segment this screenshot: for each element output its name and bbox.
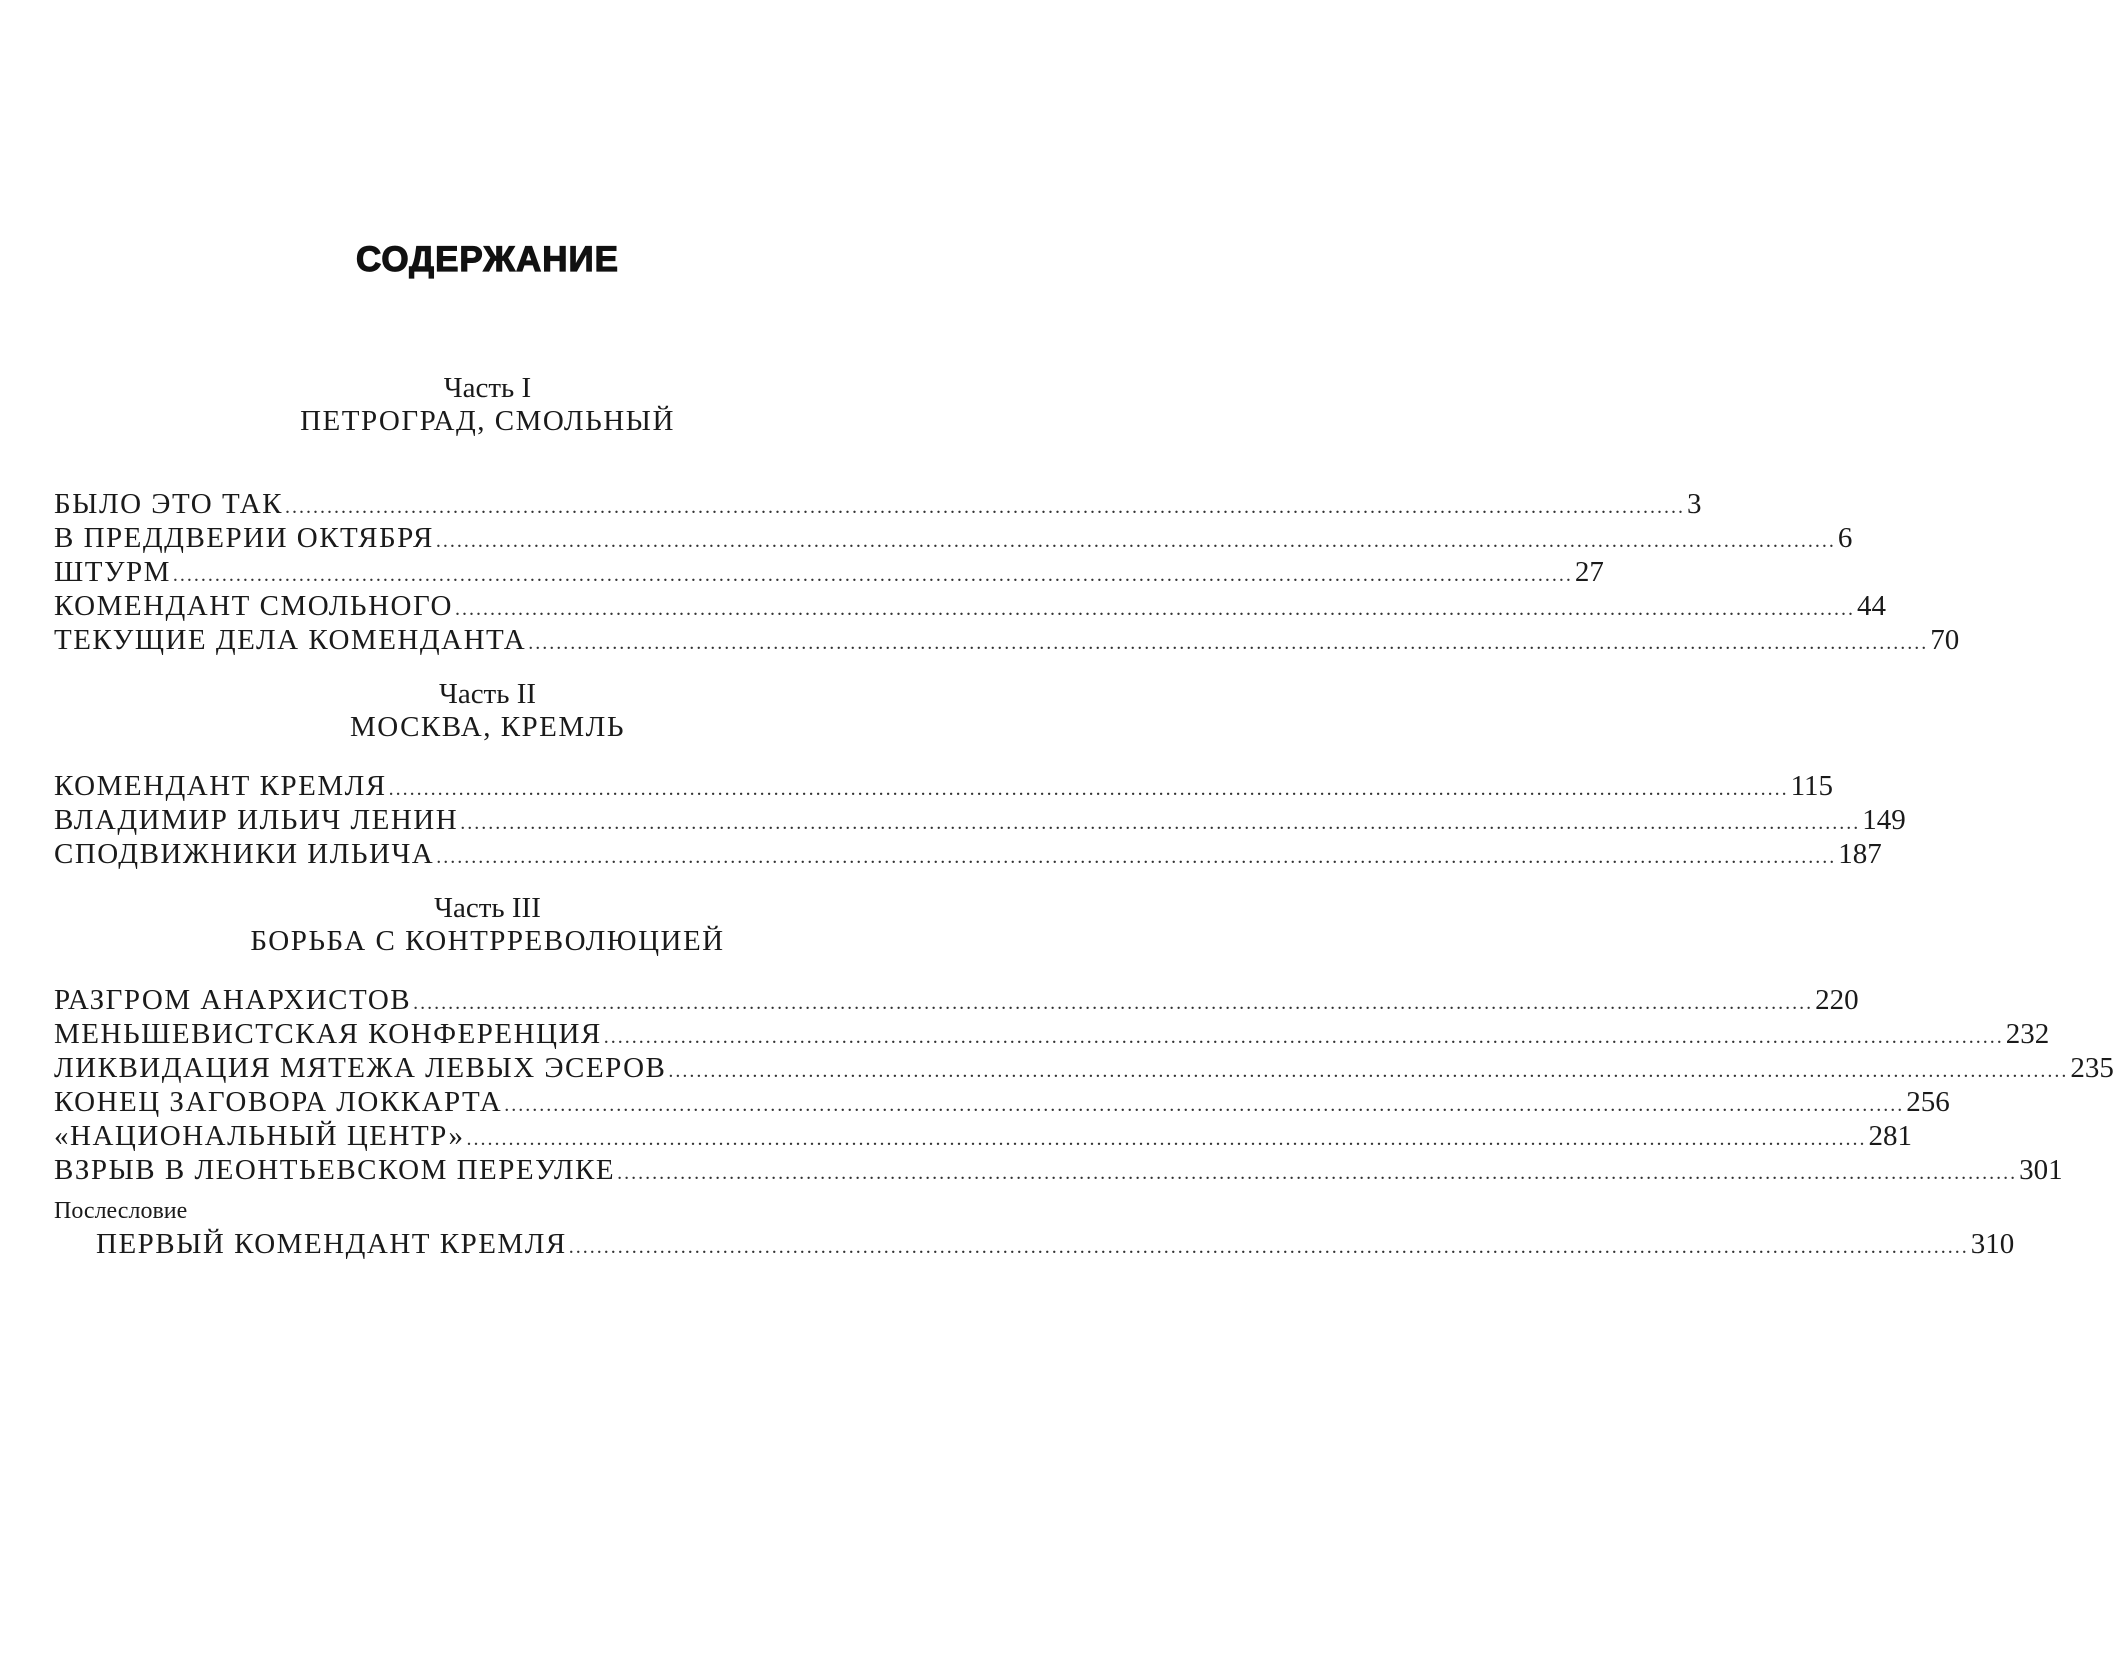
toc-entry-page: 301 bbox=[2019, 1154, 2063, 1186]
dot-leader: ........................................................................................................................................................................................................ bbox=[454, 598, 1855, 620]
toc-entry-page: 27 bbox=[1574, 556, 1604, 588]
dot-leader: ........................................................................................................................................................................................................ bbox=[668, 1060, 2069, 1082]
toc-entry-page: 281 bbox=[1868, 1120, 1913, 1152]
toc-entry[interactable] bbox=[54, 1051, 2114, 1089]
part-label: Часть I bbox=[443, 372, 532, 404]
toc-entry[interactable] bbox=[54, 1085, 1950, 1123]
afterword-label: Послесловие bbox=[54, 1198, 188, 1224]
toc-entry-page: 256 bbox=[1906, 1086, 1950, 1118]
toc-entry-page: 115 bbox=[1790, 770, 1834, 802]
dot-leader: ........................................................................................................................................................................................................ bbox=[285, 496, 1686, 518]
dot-leader: ........................................................................................................................................................................................................ bbox=[528, 632, 1929, 654]
toc-entry[interactable] bbox=[54, 555, 1604, 593]
toc-entry-title: ПЕРВЫЙ КОМЕНДАНТ КРЕМЛЯ bbox=[96, 1228, 567, 1260]
dot-leader: ........................................................................................................................................................................................................ bbox=[436, 846, 1837, 868]
toc-entry[interactable] bbox=[54, 589, 1886, 627]
toc-entry-title: В ПРЕДДВЕРИИ ОКТЯБРЯ bbox=[54, 522, 434, 554]
toc-entry-title: ВЗРЫВ В ЛЕОНТЬЕВСКОМ ПЕРЕУЛКЕ bbox=[54, 1154, 616, 1186]
part-label: Часть III bbox=[434, 892, 541, 924]
toc-entry[interactable] bbox=[54, 1017, 2050, 1055]
toc-entry[interactable] bbox=[54, 487, 1702, 525]
toc-entry[interactable] bbox=[54, 1119, 1913, 1157]
toc-entry-page: 310 bbox=[1970, 1228, 2015, 1260]
toc-entry-page: 149 bbox=[1862, 804, 1906, 836]
part-title: БОРЬБА С КОНТРРЕВОЛЮЦИЕЙ bbox=[250, 925, 725, 957]
toc-entry-title: ЛИКВИДАЦИЯ МЯТЕЖА ЛЕВЫХ ЭСЕРОВ bbox=[54, 1052, 667, 1084]
toc-entry-title: «НАЦИОНАЛЬНЫЙ ЦЕНТР» bbox=[54, 1120, 465, 1152]
dot-leader: ........................................................................................................................................................................................................ bbox=[388, 778, 1789, 800]
toc-entry-page: 6 bbox=[1837, 522, 1853, 554]
toc-entry[interactable] bbox=[54, 521, 1853, 559]
toc-entry[interactable] bbox=[54, 623, 1960, 661]
toc-entry-title: КОНЕЦ ЗАГОВОРА ЛОККАРТА bbox=[54, 1086, 503, 1118]
part-title: МОСКВА, КРЕМЛЬ bbox=[349, 711, 626, 743]
toc-entry-page: 187 bbox=[1838, 838, 1882, 870]
dot-leader: ........................................................................................................................................................................................................ bbox=[603, 1026, 2004, 1048]
toc-entry-title: МЕНЬШЕВИСТСКАЯ КОНФЕРЕНЦИЯ bbox=[54, 1018, 602, 1050]
dot-leader: ........................................................................................................................................................................................................ bbox=[466, 1128, 1867, 1150]
toc-entry-title: КОМЕНДАНТ КРЕМЛЯ bbox=[54, 770, 387, 802]
dot-leader: ........................................................................................................................................................................................................ bbox=[435, 530, 1836, 552]
toc-entry[interactable] bbox=[54, 803, 1906, 841]
toc-entry-page: 232 bbox=[2005, 1018, 2050, 1050]
toc-entry-page: 70 bbox=[1930, 624, 1960, 656]
toc-entry[interactable] bbox=[54, 837, 1882, 875]
toc-entry-title: БЫЛО ЭТО ТАК bbox=[54, 488, 284, 520]
toc-entry-page: 44 bbox=[1856, 590, 1886, 622]
toc-entry-page: 220 bbox=[1815, 984, 1859, 1016]
dot-leader: ........................................................................................................................................................................................................ bbox=[460, 812, 1861, 834]
toc-entry-page: 235 bbox=[2070, 1052, 2114, 1084]
toc-entry-title: СПОДВИЖНИКИ ИЛЬИЧА bbox=[54, 838, 435, 870]
dot-leader: ........................................................................................................................................................................................................ bbox=[504, 1094, 1905, 1116]
toc-entry[interactable] bbox=[54, 983, 1859, 1021]
dot-leader: ........................................................................................................................................................................................................ bbox=[617, 1162, 2018, 1184]
dot-leader: ........................................................................................................................................................................................................ bbox=[568, 1236, 1969, 1258]
toc-entry-title: КОМЕНДАНТ СМОЛЬНОГО bbox=[54, 590, 453, 622]
dot-leader: ........................................................................................................................................................................................................ bbox=[413, 992, 1814, 1014]
page-title: СОДЕРЖАНИЕ bbox=[355, 240, 619, 279]
toc-entry[interactable] bbox=[54, 769, 1834, 807]
toc-entry-title: ВЛАДИМИР ИЛЬИЧ ЛЕНИН bbox=[54, 804, 459, 836]
toc-entry-page: 3 bbox=[1687, 488, 1702, 520]
part-title: ПЕТРОГРАД, СМОЛЬНЫЙ bbox=[300, 405, 675, 437]
part-label: Часть II bbox=[438, 678, 537, 710]
toc-entry[interactable] bbox=[96, 1227, 2015, 1265]
toc-entry-title: ТЕКУЩИЕ ДЕЛА КОМЕНДАНТА bbox=[54, 624, 527, 656]
toc-entry[interactable] bbox=[54, 1153, 2063, 1191]
toc-entry-title: РАЗГРОМ АНАРХИСТОВ bbox=[54, 984, 412, 1016]
toc-entry-title: ШТУРМ bbox=[54, 556, 171, 588]
dot-leader: ........................................................................................................................................................................................................ bbox=[172, 564, 1573, 586]
